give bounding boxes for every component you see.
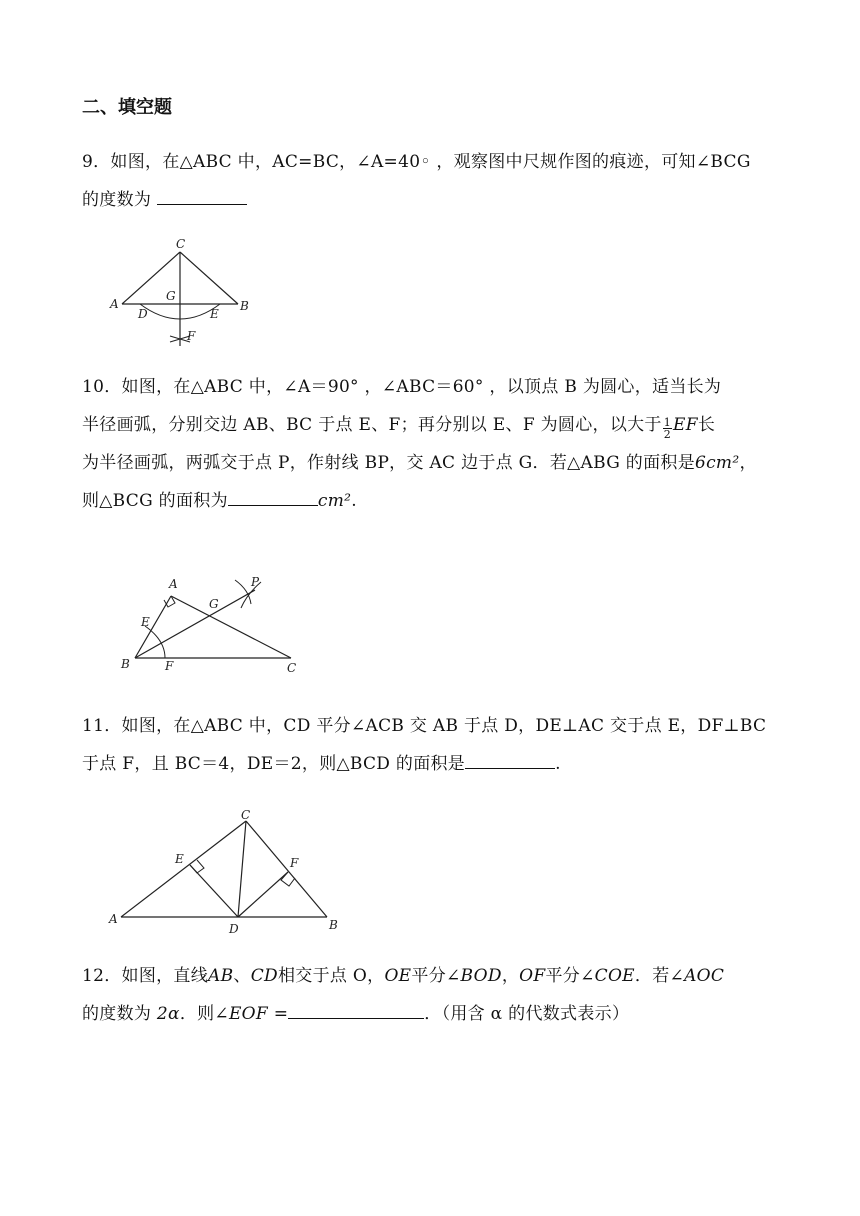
math-of: OF [519,966,546,986]
math-coe: COE [594,966,635,986]
math-area: 6cm² [695,453,740,473]
label-E: E [210,307,219,321]
q12-text-2f: ．（用含 α 的代数式表示） [424,1004,630,1024]
q10-line4 [82,482,782,520]
math-oe: OE [384,966,412,986]
question-10 [82,368,782,520]
q10-figure [115,572,305,675]
label-C: C [241,808,251,822]
math-eof: EOF [228,1004,269,1024]
q11-line2-text: 于点 F，且 BC＝4，DE＝2，则△BCD 的面积是 [82,754,466,774]
math-cd: CD [250,966,278,986]
math-equals: = [268,1004,289,1024]
label-F: F [290,856,299,870]
fraction-half [663,417,672,440]
label-E: E [175,852,184,866]
math-ef: EF [673,415,698,435]
label-A: A [109,912,118,926]
q12-text-a: 12．如图，直线 [82,966,209,986]
label-F: F [187,329,196,343]
question-11 [82,707,782,783]
math-aoc: AOC [684,966,725,986]
q9-line2-text: 的度数为 [82,190,152,210]
q10-line4-text: 则△BCG 的面积为 [82,491,228,511]
q10-line3-end: ， [739,453,757,473]
label-A: A [110,297,119,311]
label-E: E [141,615,150,629]
label-P: P [251,575,260,589]
q12-text-g: 平分∠ [411,966,461,986]
question-9 [82,143,782,219]
math-unit: cm² [317,491,352,511]
q12-text-2a: 的度数为 [82,1004,157,1024]
q12-line2 [82,995,782,1033]
label-B: B [329,918,338,932]
label-D: D [138,307,148,321]
answer-blank[interactable] [288,1002,424,1019]
label-F: F [165,659,174,673]
q10-line4-end: . [351,491,357,511]
q10-line2-text: 半径画弧，分别交边 AB、BC 于点 E、F；再分别以 E、F 为圆心，以大于 [82,415,662,435]
label-B: B [121,657,130,671]
q10-line1: 10．如图，在△ABC 中，∠A＝90° ，∠ABC＝60° ，以顶点 B 为圆心，适当长为 [82,377,722,397]
label-G: G [166,289,176,303]
label-B: B [240,299,249,313]
q12-text-c: 、 [233,966,251,986]
question-12 [82,957,782,1033]
q11-figure [105,805,350,940]
label-C: C [287,661,297,675]
q12-text-e: 相交于点 O， [277,966,385,986]
math-2alpha: 2α [156,1004,180,1024]
math-ab: AB [208,966,234,986]
q10-line2-end: 长 [697,415,716,435]
q12-text-m: ．若∠ [634,966,685,986]
answer-blank[interactable] [228,489,318,506]
answer-blank[interactable] [465,752,555,769]
label-C: C [176,237,186,251]
q12-text-k: 平分∠ [545,966,595,986]
q12-line1 [82,957,782,995]
q10-line3-text: 为半径画弧，两弧交于点 P，作射线 BP，交 AC 边于点 G．若△ABG 的面积是 [82,453,695,473]
q9-line2 [82,181,782,219]
answer-blank[interactable] [157,188,247,205]
q10-line3 [82,444,782,482]
q12-text-2c: ．则∠ [179,1004,229,1024]
section-title: 二、填空题 [82,97,172,118]
q11-line1: 11．如图，在△ABC 中，CD 平分∠ACB 交 AB 于点 D，DE⊥AC 交于点 E，DF⊥BC [82,716,767,736]
frac-numerator: 1 [663,416,672,429]
q12-text-i: ， [501,966,520,986]
q9-figure [100,232,270,352]
label-A: A [169,577,178,591]
label-G: G [209,597,219,611]
frac-denominator: 2 [663,428,672,441]
q11-line2 [82,745,782,783]
math-bod: BOD [460,966,502,986]
q9-line1: 9．如图，在△ABC 中，AC=BC，∠A=40◦ ，观察图中尺规作图的痕迹，可知∠BCG [82,152,751,172]
q10-line2 [82,406,782,444]
label-D: D [229,922,239,936]
q11-line2-end: . [555,754,561,774]
